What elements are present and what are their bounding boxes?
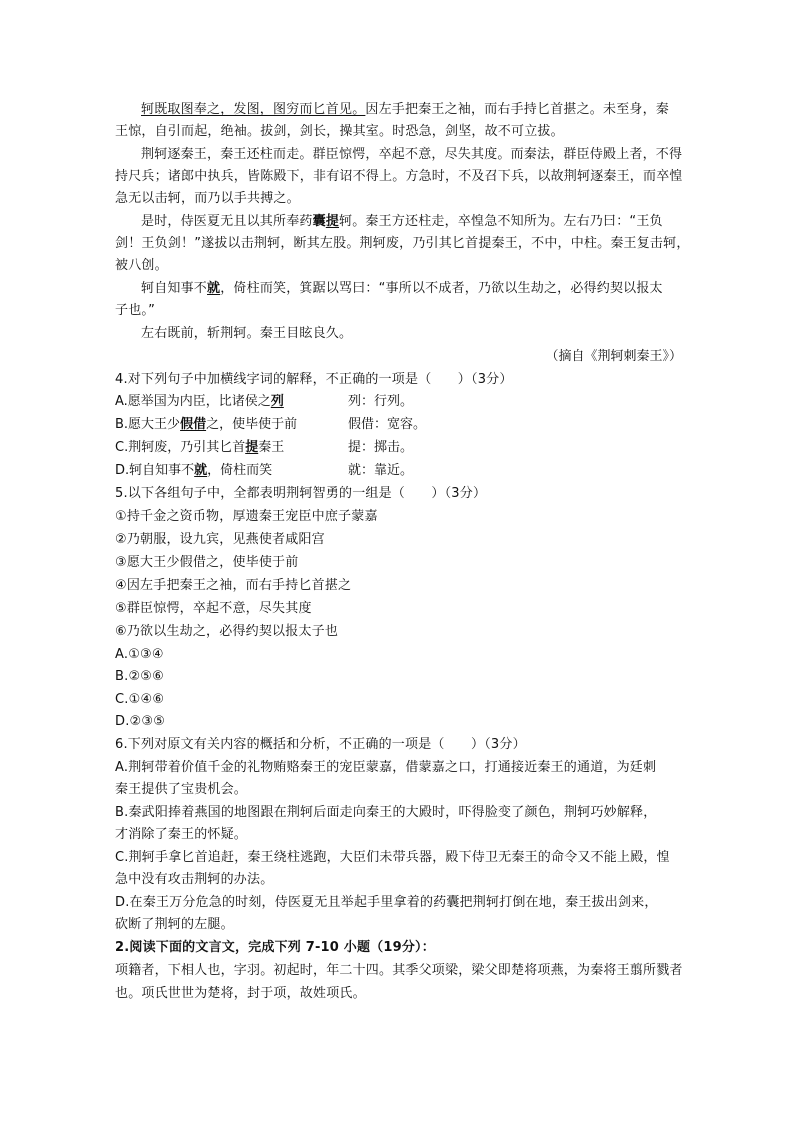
q5-option-b: B.②⑤⑥	[115, 669, 165, 684]
passage-p2-line3: 急无以击轲，而乃以手共搏之。	[115, 191, 300, 206]
section2-text-line1: 项籍者，下相人也，字羽。初起时，年二十四。其季父项梁，梁父即楚将项燕，为秦将王翦所戮者	[115, 963, 683, 978]
q6-option-b-line2: 才消除了秦王的怀疑。	[115, 827, 248, 842]
q4-option-c-answer: 提：掷击。	[348, 440, 414, 455]
q4-option-b: B.愿大王少假借之，使毕使于前	[115, 417, 298, 432]
q4-option-c: C.荆轲废，乃引其匕首提秦王	[115, 440, 285, 455]
passage-p1-line2: 王惊，自引而起，绝袖。拔剑，剑长，操其室。时恐急，剑坚，故不可立拔。	[115, 124, 564, 139]
bold-word: 囊	[312, 214, 326, 229]
q6-stem: 6.下列对原文有关内容的概括和分析，不正确的一项是（ ）（3分）	[115, 737, 526, 752]
q5-option-d: D.②③⑤	[115, 714, 166, 729]
passage-p2-line2: 持尺兵；诸郎中执兵，皆陈殿下，非有诏不得上。方急时，不及召下兵，以故荆轲逐秦王，而卒惶	[115, 169, 683, 184]
passage-p4-line2: 子也。”	[115, 303, 156, 318]
q5-item: ⑥乃欲以生劫之，必得约契以报太子也	[115, 624, 339, 639]
q4-option-a-answer: 列：行列。	[348, 394, 414, 409]
underlined-word: 就	[194, 463, 208, 478]
passage-p3-line1: 是时，侍医夏无且以其所奉药囊提轲。秦王方还柱走，卒惶急不知所为。左右乃曰：“王负	[141, 214, 663, 229]
underlined-bold-word: 就	[207, 281, 221, 296]
passage-p4-line1: 轲自知事不就，倚柱而笑，箕踞以骂曰：“事所以不成者，乃欲以生劫之，必得约契以报太	[141, 281, 663, 296]
q6-option-d-line1: D.在秦王万分危急的时刻，侍医夏无且举起手里拿着的药囊把荆轲打倒在地，秦王拔出剑来，	[115, 895, 658, 910]
underlined-word: 列	[270, 394, 284, 409]
q5-item: ⑤群臣惊愕，卒起不意，尽失其度	[115, 601, 312, 616]
q6-option-c-line2: 急中没有攻击荆轲的办法。	[115, 872, 274, 887]
q6-option-b-line1: B.秦武阳捧着燕国的地图跟在荆轲后面走向秦王的大殿时，吓得脸变了颜色，荆轲巧妙解释，	[115, 805, 657, 820]
underlined-word: 提	[245, 440, 259, 455]
q5-item: ②乃朝服，设九宾，见燕使者咸阳宫	[115, 532, 325, 547]
q4-option-b-answer: 假借：宽容。	[348, 417, 427, 432]
underlined-word: 假借	[180, 417, 207, 432]
q5-item: ①持千金之资币物，厚遗秦王宠臣中庶子蒙嘉	[115, 509, 378, 524]
q5-item: ③愿大王少假借之，使毕使于前	[115, 555, 299, 570]
passage-source: （摘自《荆轲刺秦王》）	[545, 349, 682, 364]
passage-p3-line3: 被八创。	[115, 258, 168, 273]
q4-option-d-answer: 就：靠近。	[348, 463, 414, 478]
q6-option-c-line1: C.荆轲手拿匕首追赶，秦王绕柱逃跑，大臣们未带兵器，殿下侍卫无秦王的命令又不能上殿，惶	[115, 850, 670, 865]
q6-option-d-line2: 砍断了荆轲的左腿。	[115, 917, 234, 932]
q5-option-a: A.①③④	[115, 647, 164, 662]
underlined-sentence: 轲既取图奉之，发图，图穷而匕首见。	[141, 102, 366, 117]
passage-p5-line1: 左右既前，斩荆轲。秦王目眩良久。	[141, 326, 353, 341]
q5-option-c: C.①④⑥	[115, 692, 165, 707]
q4-stem: 4.对下列句子中加横线字词的解释，不正确的一项是（ ）（3分）	[115, 372, 513, 387]
q6-option-a-line2: 秦王提供了宝贵机会。	[115, 782, 248, 797]
section2-heading: 2.阅读下面的文言文，完成下列 7-10 小题（19分）：	[115, 940, 435, 955]
q4-option-d: D.轲自知事不就，倚柱而笑	[115, 463, 273, 478]
q4-option-a: A.愿举国为内臣，比诸侯之列	[115, 394, 284, 409]
q5-stem: 5.以下各组句子中，全都表明荆轲智勇的一组是（ ）（3分）	[115, 486, 487, 501]
underlined-bold-word: 提	[325, 214, 340, 229]
passage-p2-line1: 荆轲逐秦王，秦王还柱而走。群臣惊愕，卒起不意，尽失其度。而秦法，群臣侍殿上者，不得	[141, 147, 683, 162]
passage-p3-line2: 剑！王负剑！”遂拔以击荆轲，断其左股。荆轲废，乃引其匕首提秦王，不中，中柱。秦王复击轲，	[115, 236, 690, 251]
section2-text-line2: 也。项氏世世为楚将，封于项，故姓项氏。	[115, 986, 366, 1001]
q5-item: ④因左手把秦王之袖，而右手持匕首揕之	[115, 578, 352, 593]
q6-option-a-line1: A.荆轲带着价值千金的礼物贿赂秦王的宠臣蒙嘉，借蒙嘉之口，打通接近秦王的通道，为廷刺	[115, 760, 657, 775]
passage-p1-line1: 轲既取图奉之，发图，图穷而匕首见。因左手把秦王之袖，而右手持匕首揕之。未至身，秦	[141, 102, 670, 117]
